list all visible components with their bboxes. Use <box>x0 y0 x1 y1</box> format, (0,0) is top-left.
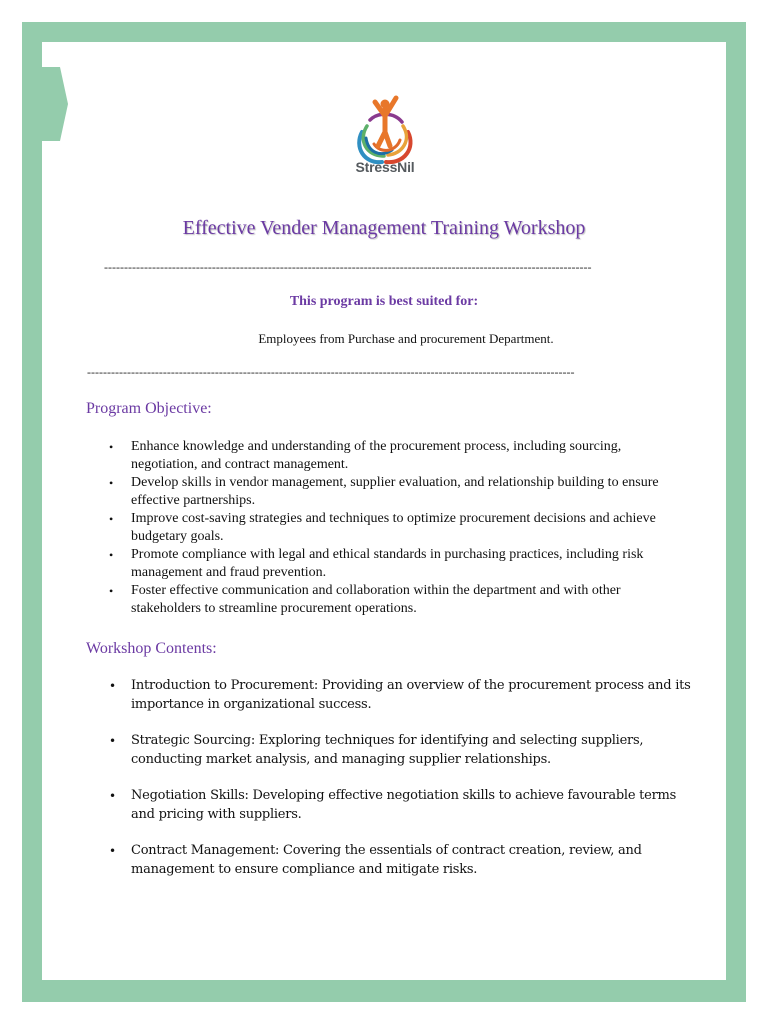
list-item <box>109 510 671 546</box>
suited-text: Employees from Purchase and procurement Department. <box>258 331 554 346</box>
list-item-text: Improve cost-saving strategies and techniques to optimize procurement decisions and achieve budgetary goals. <box>131 511 656 544</box>
list-item <box>109 582 671 618</box>
contents-list <box>109 677 691 897</box>
list-item-text: Strategic Sourcing: Exploring techniques for identifying and selecting suppliers, conducting market analysis, and managing supplier relationships. <box>131 733 644 767</box>
bullet-icon: • <box>109 548 114 562</box>
list-item-text: Negotiation Skills: Developing effective negotiation skills to achieve favourable terms and pricing with suppliers. <box>131 788 677 822</box>
bullet-icon: • <box>109 476 114 490</box>
bullet-icon: • <box>109 512 114 526</box>
side-tab-arrow <box>40 67 68 141</box>
list-item <box>109 677 691 714</box>
list-item-text: Contract Management: Covering the essentials of contract creation, review, and management to ensure compliance and mitigate risks. <box>131 843 642 877</box>
bullet-icon: • <box>109 734 116 748</box>
bullet-icon: • <box>109 789 116 803</box>
list-item-text: Promote compliance with legal and ethical standards in purchasing practices, including risk management and fraud prevention. <box>131 547 644 580</box>
list-item-text: Introduction to Procurement: Providing an overview of the procurement process and its importance in organizational success. <box>131 678 691 712</box>
page-title: Effective Vender Management Training Workshop <box>182 217 586 239</box>
bullet-icon: • <box>109 844 116 858</box>
list-item <box>109 474 671 510</box>
list-item <box>109 787 691 824</box>
list-item <box>109 842 691 879</box>
list-item-text: Enhance knowledge and understanding of the procurement process, including sourcing, negotiation, and contract management. <box>131 439 622 472</box>
bullet-icon: • <box>109 679 116 693</box>
divider-line: -------------------------------------------------------------------------------------------------------------------------- <box>104 260 592 274</box>
contents-heading: Workshop Contents: <box>86 640 217 657</box>
divider-line: -------------------------------------------------------------------------------------------------------------------------- <box>87 365 575 379</box>
suited-heading: This program is best suited for: <box>289 294 479 309</box>
list-item-text: Develop skills in vendor management, supplier evaluation, and relationship building to ensure effective partnerships. <box>131 475 659 508</box>
objective-list <box>109 438 671 618</box>
list-item-text: Foster effective communication and collaboration within the department and with other stakeholders to streamline procurement operations. <box>131 583 621 616</box>
objective-heading: Program Objective: <box>86 400 212 417</box>
list-item <box>109 546 671 582</box>
bullet-icon: • <box>109 584 114 598</box>
list-item <box>109 438 671 474</box>
brand-name: StressNil <box>355 159 415 175</box>
list-item <box>109 732 691 769</box>
bullet-icon: • <box>109 440 114 454</box>
